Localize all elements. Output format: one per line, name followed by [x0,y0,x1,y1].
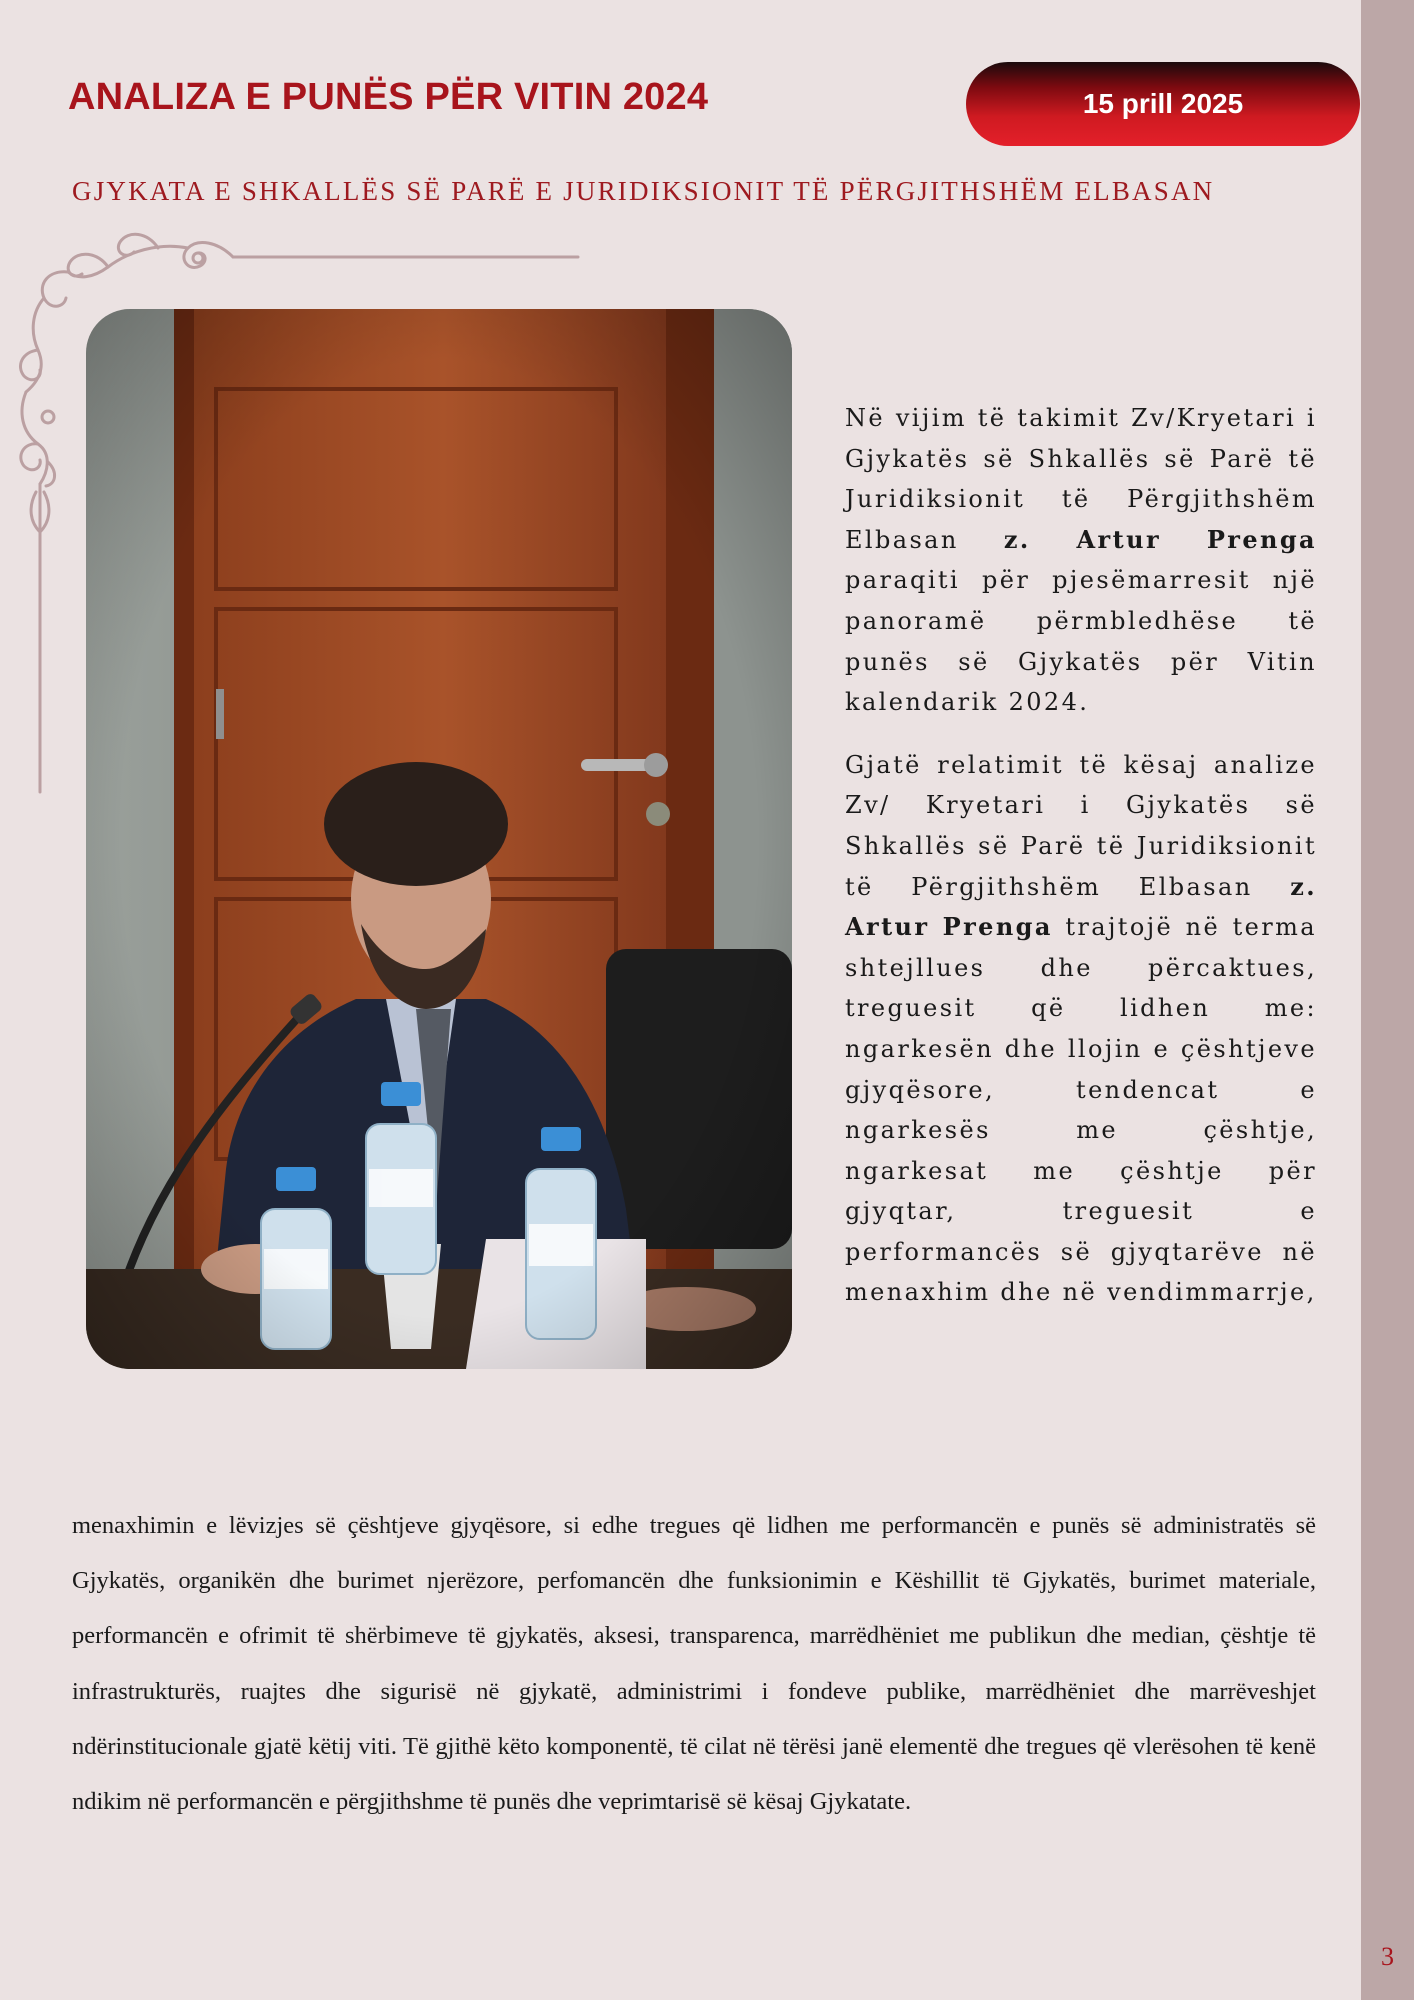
date-label: 15 prill 2025 [1082,88,1244,119]
side-band [1361,0,1414,2000]
page-number: 3 [1381,1942,1394,1971]
side-paragraph-2 [845,745,1317,1313]
side-text [845,398,1317,1335]
page-title: ANALIZA E PUNËS PËR VITIN 2024 [68,76,709,118]
date-badge [966,62,1360,146]
speaker-name: z. Artur Prenga [1003,524,1317,554]
body-paragraph: menaxhimin e lëvizjes së çështjeve gjyqësore, si edhe tregues që lidhen me performancën e punës së administratës së Gjykatës, organikën dhe burimet njerëzore, perfomancën dhe funksionimin e Këshillit të Gjykatës, burimet materiale, performancën e ofrimit të shërbimeve të gjykatës, aksesi, transparenca, marrëdhëniet me publikun dhe median, çështje të infrastrukturës, ruajtes dhe sigurisë në gjykatë, administrimi i fondeve publike, marrëdhëniet dhe marrëveshjet ndërinstitucionale gjatë këtij viti. Të gjithë këto komponentë, të cilat në tërësi janë elementë dhe tregues që vlerësohen të kenë ndikim në performancën e përgjithshme të punës dhe veprimtarisë së kësaj Gjykatate. [72,1512,1316,1816]
court-subtitle: GJYKATA E SHKALLËS SË PARË E JURIDIKSIONIT TË PËRGJITHSHËM ELBASAN [72,176,1215,206]
side-p2-text-b: trajtojë në terma shtejllues dhe përcaktues, treguesit që lidhen me: ngarkesën dhe llojin e çështjeve gjyqësore, tendencat e ngarkesës me çështje, ngarkesat me çështje për gjyqtar, treguesit e performancës së gjyqtarëve në menaxhim dhe në vendimmarrje, [845,913,1317,1307]
speaker-photo [86,309,792,1369]
side-p1-text-b: paraqiti për pjesëmarresit një panoramë përmbledhëse të punës së Gjykatës për Vitin kalendarik 2024. [845,566,1317,717]
side-p2-text-a: Gjatë relatimit të kësaj analize Zv/ Kryetari i Gjykatës së Shkallës së Parë të Juridiksionit të Përgjithshëm Elbasan [845,750,1317,901]
side-p1-text-a: Në vijim të takimit Zv/Kryetari i Gjykatës së Shkallës së Parë të Juridiksionit të Përgjithshëm Elbasan [845,404,1317,554]
side-paragraph-1 [845,398,1317,723]
speaker-name-2: z. Artur Prenga [845,871,1317,942]
